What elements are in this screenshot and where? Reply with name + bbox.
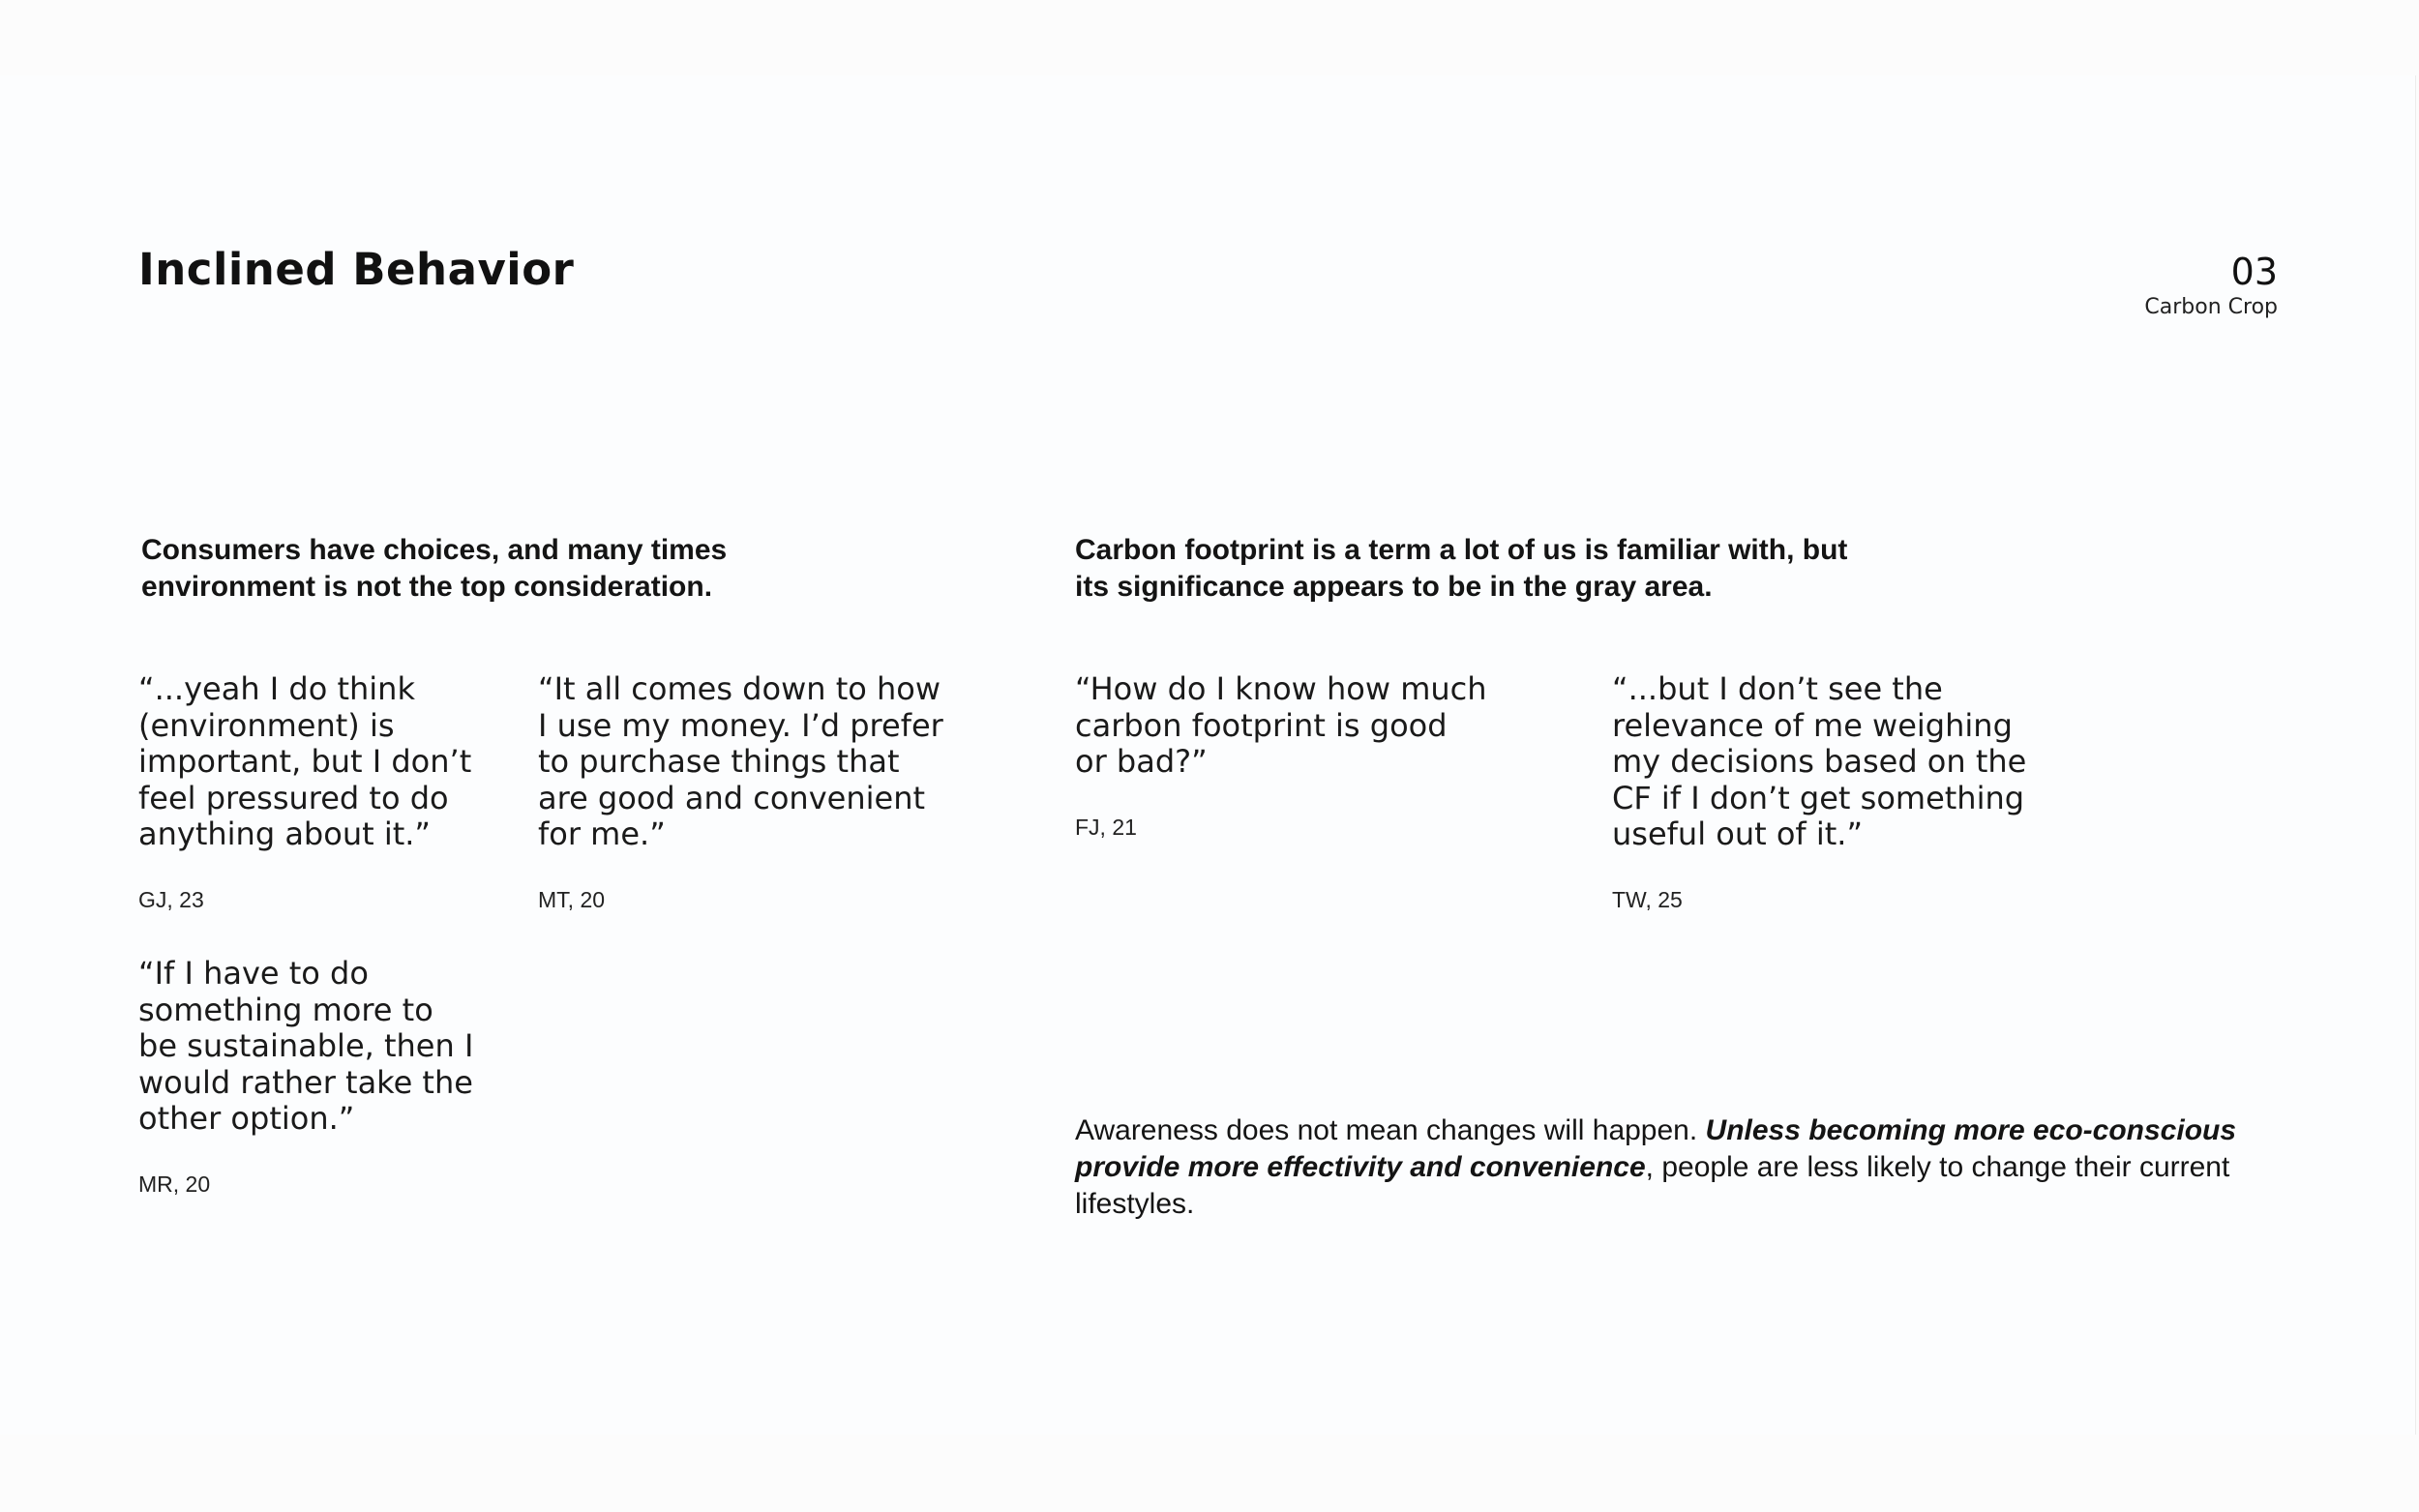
quote-mr xyxy=(138,955,564,1197)
quote-gj xyxy=(138,670,564,912)
quote-mt xyxy=(538,670,964,912)
conclusion-tail: , people are less likely to change their current lifestyles. xyxy=(1075,1151,2230,1220)
page-title: Inclined Behavior xyxy=(138,244,575,295)
project-name: Carbon Crop xyxy=(2144,295,2278,319)
right-section-heading: Carbon footprint is a term a lot of us is familiar with, but its significance appears to be in the gray area. xyxy=(1075,534,1848,603)
quote-fj xyxy=(1075,670,1539,840)
quote-author: GJ, 23 xyxy=(138,887,204,912)
quote-text: “How do I know how much carbon footprint is good or bad?” xyxy=(1075,670,1487,780)
page-number: 03 xyxy=(2230,251,2278,293)
left-section-heading: Consumers have choices, and many times environment is not the top consideration. xyxy=(141,534,728,603)
page-meta xyxy=(2144,250,2278,321)
quote-text: “...yeah I do think (environment) is important, but I don’t feel pressured to do anything about it.” xyxy=(138,670,472,852)
conclusion-text xyxy=(1075,1112,2285,1223)
quote-text: “...but I don’t see the relevance of me weighing my decisions based on the CF if I don’t get something useful out of it.” xyxy=(1612,670,2027,852)
quote-author: MT, 20 xyxy=(538,887,606,912)
quote-author: FJ, 21 xyxy=(1075,815,1137,840)
conclusion-emphasis: Unless becoming more eco-conscious provide more effectivity and convenience xyxy=(1075,1114,2237,1183)
quote-author: TW, 25 xyxy=(1612,887,1683,912)
conclusion-lead: Awareness does not mean changes will happen. xyxy=(1075,1114,1706,1146)
quote-text: “It all comes down to how I use my money. I’d prefer to purchase things that are good and convenient for me.” xyxy=(538,670,943,852)
quote-tw xyxy=(1612,670,2096,912)
quote-text: “If I have to do something more to be sustainable, then I would rather take the other option.” xyxy=(138,955,474,1137)
quote-author: MR, 20 xyxy=(138,1171,211,1197)
